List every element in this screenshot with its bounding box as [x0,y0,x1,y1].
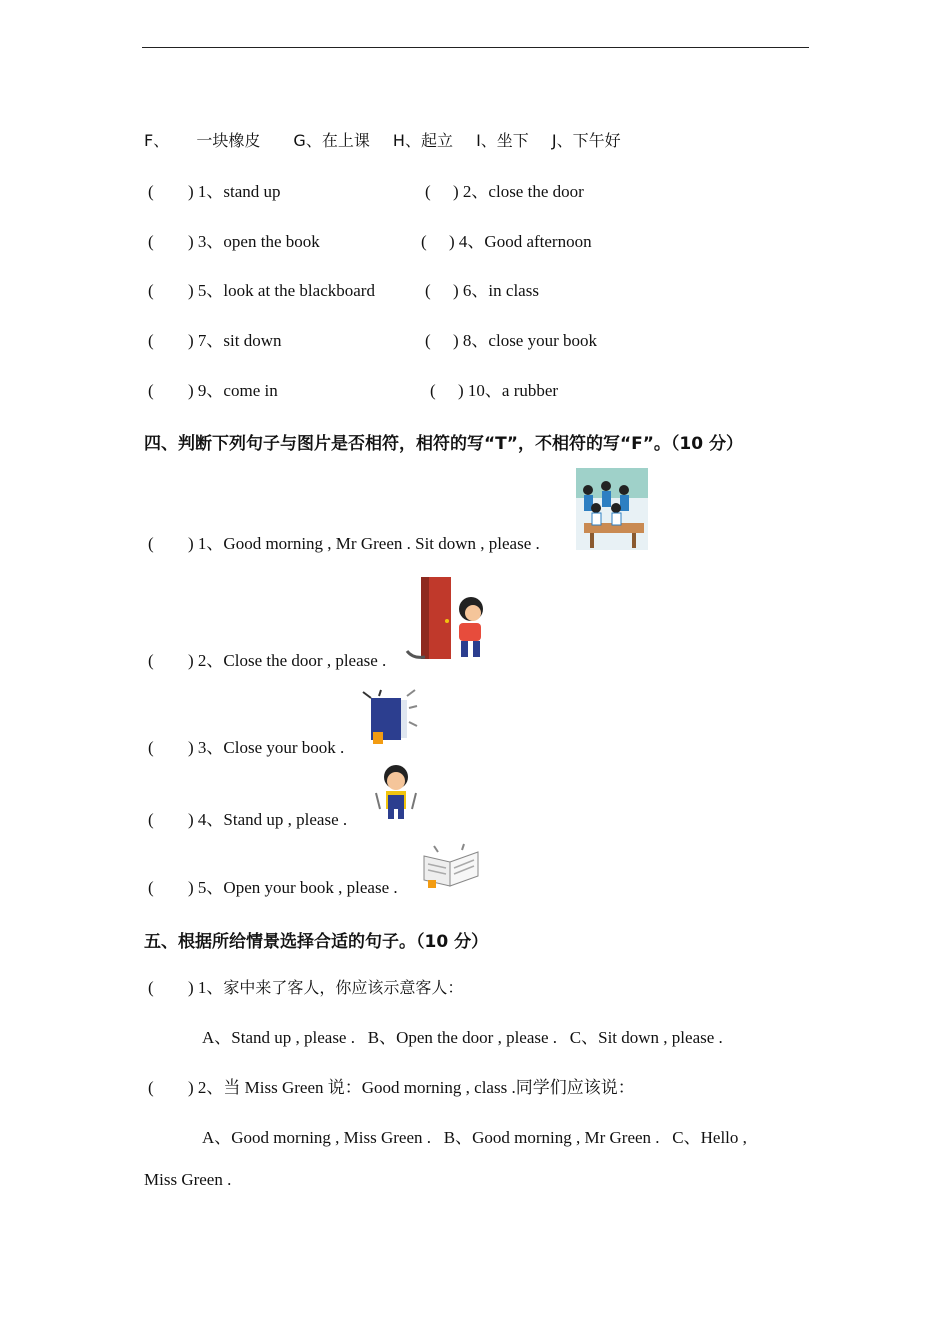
motion-lines [434,844,464,852]
item-num: 10、 [467,381,502,400]
item-num: 9、 [197,381,224,400]
match-item [148,232,320,252]
door-knob [445,619,449,623]
hand [428,880,436,888]
item-text: close your book [488,331,598,350]
item-text: a rubber [501,381,559,400]
item-num: 2、 [462,182,489,201]
section5-title: 五、根据所给情景选择合适的句子。（10 分） [144,932,489,952]
judge-item: ( ) 5、Open your book , please . [148,878,398,897]
paren-close: ) [458,381,464,400]
item-text: Close the door , please . [223,651,387,670]
item-text: Good morning , Mr Green . Sit down , please . [223,534,540,553]
motion-lines [407,690,417,726]
judge-item: ( ) 4、Stand up , please . [148,810,348,829]
item-num: 1、 [197,182,224,201]
paren-close: ) [453,331,459,350]
option-g: G、在上课 [293,131,370,150]
student-body [592,513,601,525]
paren-close: ) [188,182,194,201]
match-item [425,331,597,351]
options-line [144,131,621,151]
judge-item: ( ) 3、Close your book . [148,738,345,757]
closed-book-picture [361,688,419,750]
student-body [620,495,629,511]
paren-close: ) [188,281,194,300]
match-item [148,281,375,301]
item-num: 7、 [197,331,224,350]
item-text: close the door [488,182,584,201]
paren-close: ) [188,381,194,400]
item-text: sit down [223,331,282,350]
paren-close: ) [453,281,459,300]
item-text: Open your book , please . [223,878,398,897]
girl-leg [461,641,468,657]
item-num: 3、 [197,738,224,757]
student-head [611,503,621,513]
item-num: 4、 [458,232,485,251]
item-num: 1、 [197,534,224,553]
option-j: J、下午好 [551,131,621,150]
boy-leg [398,809,404,819]
item-text: stand up [223,182,281,201]
book-pages [401,700,407,738]
paren-open: ( [421,232,427,251]
paren-close: ) [449,232,455,251]
paren-open: ( [148,182,154,201]
judge-item: ( ) 2、Close the door , please . [148,651,387,670]
choice-options-cont: Miss Green . [144,1170,232,1189]
desk-leg [590,533,594,548]
item-text: open the book [223,232,320,251]
hand [373,732,383,744]
boy-face [387,772,405,790]
book-left-page [424,856,450,886]
paren-open: ( [148,232,154,251]
motion-lines [363,690,381,698]
student-head [619,485,629,495]
question-text: 家中来了客人，你应该示意客人： [223,978,464,997]
answer-blank: ( [148,738,154,757]
choice-options: A、Good morning , Miss Green . B、Good morning , Mr Green . C、Hello , [202,1128,747,1147]
student-head [583,485,593,495]
paren-open: ( [148,331,154,350]
student-body [612,513,621,525]
answer-blank: ( [148,978,154,997]
paren-close: ) [188,232,194,251]
choice-question: ( ) 1、家中来了客人，你应该示意客人： [148,978,464,997]
choice-question: ( ) 2、当 Miss Green 说：Good morning , class .同学们应该说： [148,1078,635,1097]
option-i: I、坐下 [476,131,529,150]
item-text: Good afternoon [484,232,592,251]
match-item [430,381,558,401]
student-body [602,491,611,507]
answer-blank: ( [148,810,154,829]
paren-open: ( [425,182,431,201]
item-text: in class [488,281,539,300]
match-item [425,182,584,202]
item-text: come in [223,381,278,400]
header-rule [142,47,809,48]
student-head [601,481,611,491]
girl-face [465,605,481,621]
paren-open: ( [430,381,436,400]
item-text: look at the blackboard [223,281,375,300]
paren-open: ( [425,331,431,350]
judge-item: ( ) 1、Good morning , Mr Green . Sit down , please . [148,534,540,553]
standing-boy-picture [372,763,424,821]
match-item [148,381,278,401]
option-h: H、起立 [392,131,453,150]
paren-close: ) [188,331,194,350]
paren-close: ) [453,182,459,201]
girl-shirt [459,623,481,641]
match-item [148,182,281,202]
item-num: 2、 [197,651,224,670]
match-item [421,232,592,252]
item-num: 8、 [462,331,489,350]
option-f-label: F、 [144,131,170,150]
boy-leg [388,809,394,819]
door-picture [403,575,493,663]
item-num: 2、 [197,1078,224,1097]
item-num: 3、 [197,232,224,251]
student-head [591,503,601,513]
girl-leg [473,641,480,657]
choice-options: A、Stand up , please . B、Open the door , please . C、Sit down , please . [202,1028,723,1047]
answer-blank: ( [148,651,154,670]
paren-open: ( [425,281,431,300]
match-item [425,281,539,301]
item-num: 5、 [197,281,224,300]
item-num: 4、 [197,810,224,829]
paren-open: ( [148,381,154,400]
door-edge [421,577,429,659]
match-item [148,331,282,351]
classroom-picture [576,468,648,550]
item-num: 5、 [197,878,224,897]
item-text: Close your book . [223,738,345,757]
answer-blank: ( [148,878,154,897]
item-text: Stand up , please . [223,810,348,829]
boy-overalls [388,795,404,809]
open-book-picture [420,842,482,892]
desk-leg [632,533,636,548]
question-text: 当 Miss Green 说：Good morning , class .同学们应该说： [223,1078,635,1097]
paren-open: ( [148,281,154,300]
item-num: 6、 [462,281,489,300]
book-right-page [450,852,478,886]
item-num: 1、 [197,978,224,997]
answer-blank: ( [148,534,154,553]
answer-blank: ( [148,1078,154,1097]
option-f-text: 一块橡皮 [196,131,261,150]
section4-title: 四、判断下列句子与图片是否相符，相符的写“T”，不相符的写“F”。（10 分） [144,434,743,454]
